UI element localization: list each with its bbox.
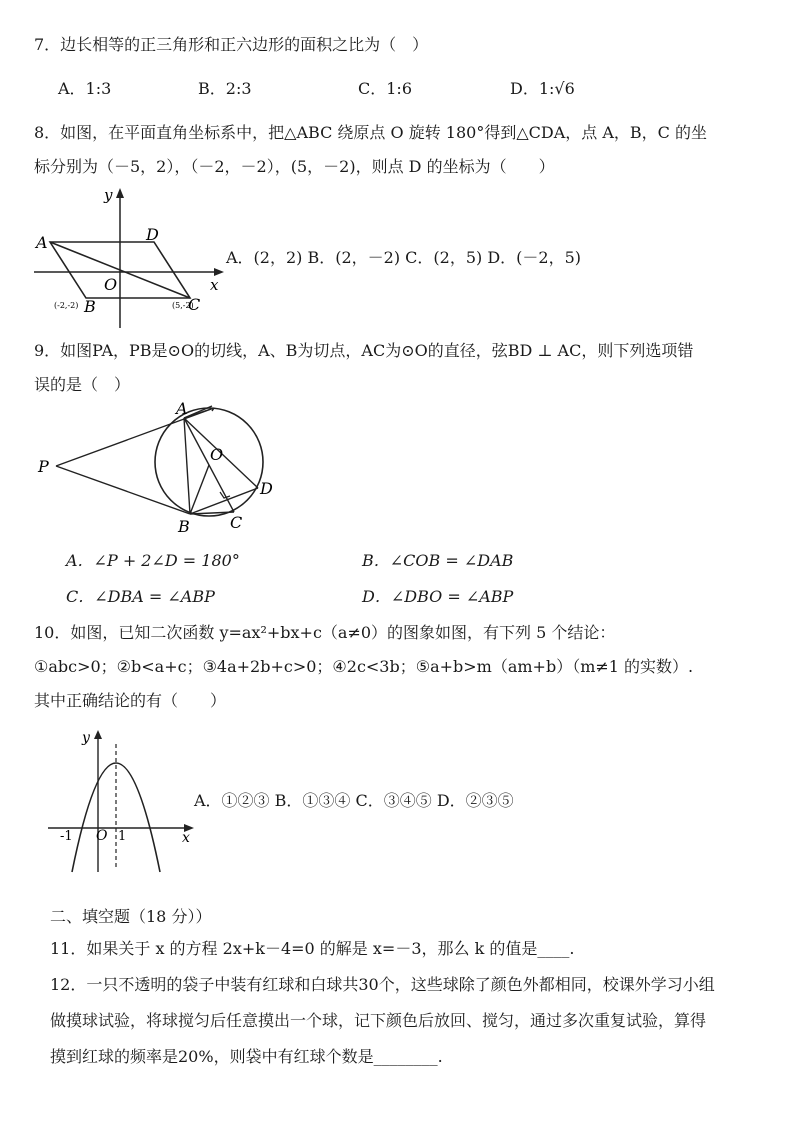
q12-stem-line3: 摸到红球的频率是20%，则袋中有红球个数是________. [50, 1047, 443, 1066]
q9-options-row1 [66, 550, 766, 572]
q8-label-a: A [36, 233, 48, 252]
q8-label-d: D [146, 225, 159, 244]
q9-label-o: O [210, 445, 224, 464]
q12-stem-line1: 12．一只不透明的袋子中装有红球和白球共30个，这些球除了颜色外都相同，校课外学习小组 [50, 975, 715, 994]
q9-stem-line2: 误的是（ ） [34, 375, 131, 394]
q9-option-a[interactable]: A．∠P + 2∠D = 180° [66, 551, 240, 570]
q8-stem-line2: 标分别为（－5，2），（－2，－2），(5，－2)，则点 D 的坐标为（ ） [34, 157, 555, 176]
q7-option-d[interactable]: D．1:√6 [510, 79, 575, 98]
q10-stem-line3: 其中正确结论的有（ ） [34, 691, 227, 710]
q8-label-b: B [84, 297, 96, 316]
q9-tangent-pa [56, 408, 214, 466]
q9-options-row2 [66, 586, 766, 608]
q10-label-x: x [182, 830, 190, 846]
q10-label-o: O [96, 828, 108, 844]
q9-figure [34, 398, 284, 538]
q8-label-x: x [210, 276, 219, 294]
q9-label-c: C [230, 513, 243, 532]
q9-tangent-pb [56, 466, 190, 514]
q10-stem-line2: ①abc>0；②b<a+c；③4a+2b+c>0；④2c<3b；⑤a+b>m（am+b）（m≠1 的实数）. [34, 657, 694, 676]
q10-label-y: y [82, 730, 90, 746]
q8-options[interactable]: A．(2，2) B．(2，－2) C．(2，5) D．(－2，5) [226, 248, 582, 267]
q9-chord-ab [184, 418, 190, 514]
q10-label-neg1: -1 [60, 829, 73, 844]
q9-option-d[interactable]: D．∠DBO = ∠ABP [362, 587, 514, 606]
q8-figure [34, 186, 234, 328]
q9-label-p: P [38, 457, 49, 476]
q10-figure [44, 724, 204, 874]
q9-option-c[interactable]: C．∠DBA = ∠ABP [66, 587, 215, 606]
q9-label-b: B [178, 517, 190, 536]
q8-x-arrow-icon [214, 268, 224, 276]
q9-chord-bc [190, 512, 234, 514]
q8-y-arrow-icon [116, 188, 124, 198]
q8-label-c-coord: (5,-2) [172, 301, 194, 310]
q9-label-a: A [176, 399, 188, 418]
q9-option-b[interactable]: B．∠COB = ∠DAB [362, 551, 514, 570]
q11-stem: 11．如果关于 x 的方程 2x+k－4=0 的解是 x=－3，那么 k 的值是____. [50, 939, 575, 958]
q10-label-one: 1 [118, 829, 127, 844]
q8-label-b-coord: (-2,-2) [54, 301, 79, 310]
q9-stem-line1: 9．如图PA，PB是⊙O的切线，A、B为切点，AC为⊙O的直径，弦BD ⊥ AC，则下列选项错 [34, 341, 694, 360]
q7-stem: 7．边长相等的正三角形和正六边形的面积之比为（ ） [34, 35, 429, 54]
q10-options[interactable]: A．①②③ B．①③④ C．③④⑤ D．②③⑤ [194, 791, 514, 810]
q12-stem-line2: 做摸球试验，将球搅匀后任意摸出一个球，记下颜色后放回、搅匀，通过多次重复试验，算得 [50, 1011, 707, 1030]
q8-label-o: O [104, 275, 118, 294]
q10-y-arrow-icon [94, 730, 102, 739]
q9-radius-ob [190, 465, 209, 514]
q7-options [58, 78, 778, 100]
q7-option-b[interactable]: B．2:3 [198, 79, 252, 98]
q7-option-c[interactable]: C．1:6 [358, 79, 412, 98]
section2-title: 二、填空题（18 分）） [50, 907, 212, 926]
q9-label-d: D [260, 479, 273, 498]
q10-stem-line1: 10．如图，已知二次函数 y=ax²+bx+c（a≠0）的图象如图，有下列 5 个结论： [34, 623, 616, 642]
q8-stem-line1: 8．如图，在平面直角坐标系中，把△ABC 绕原点 O 旋转 180°得到△CDA，点 A，B，C 的坐 [34, 123, 707, 142]
q7-option-a[interactable]: A．1:3 [58, 79, 112, 98]
q8-label-c: C [188, 295, 201, 314]
q8-label-y: y [104, 186, 113, 204]
